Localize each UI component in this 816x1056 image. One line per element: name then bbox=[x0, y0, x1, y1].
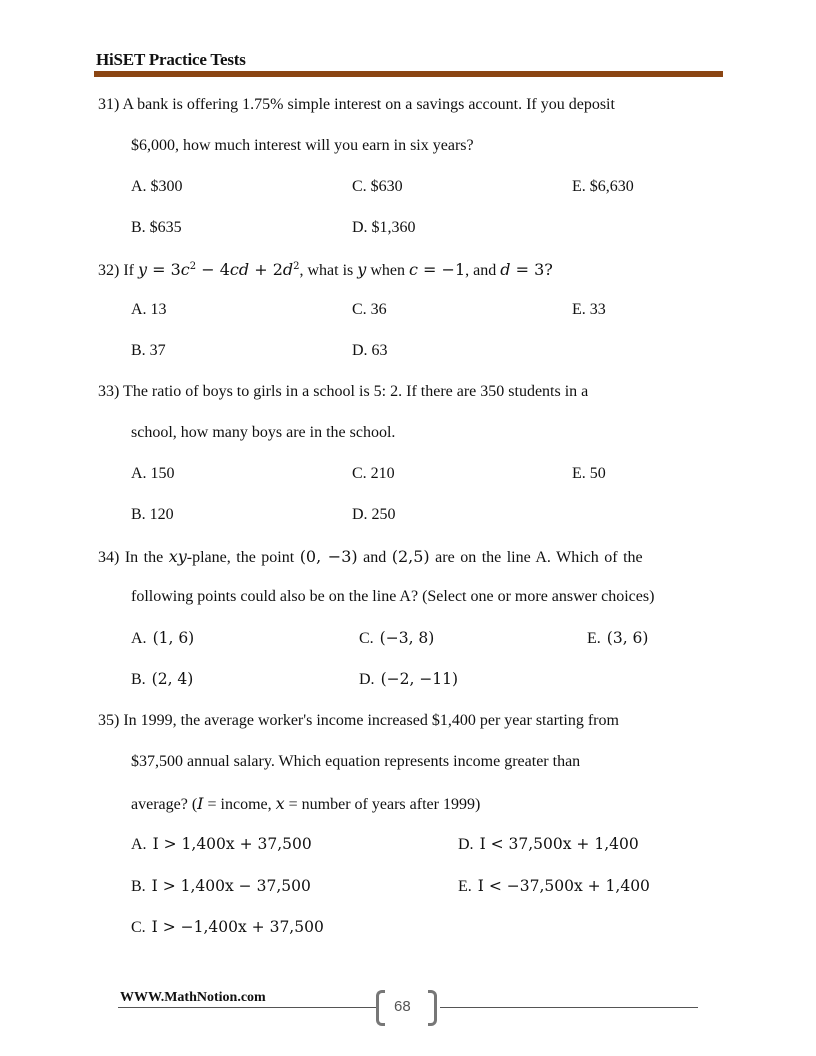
question-35-line2: $37,500 annual salary. Which equation represents income greater than bbox=[131, 753, 581, 770]
q32-option-d[interactable]: D. 63 bbox=[352, 342, 388, 359]
q35-option-e[interactable]: E. I < −37,500x + 1,400 bbox=[458, 877, 650, 895]
question-31-line2: $6,000, how much interest will you earn in six years? bbox=[131, 137, 474, 154]
q34-option-b[interactable]: B. (2, 4) bbox=[131, 670, 194, 688]
q32-equation: $y = 3c^2 - 4cd + 2d^2$ bbox=[137, 260, 300, 279]
q34-option-c[interactable]: C. (−3, 8) bbox=[359, 629, 435, 647]
page-number-right-bracket bbox=[428, 990, 437, 1026]
page-number: 68 bbox=[394, 998, 411, 1015]
q33-option-b[interactable]: B. 120 bbox=[131, 506, 174, 523]
q34-option-e[interactable]: E. (3, 6) bbox=[587, 629, 649, 647]
q32-option-e[interactable]: E. 33 bbox=[572, 301, 606, 318]
q32-option-a[interactable]: A. 13 bbox=[131, 301, 167, 318]
q31-option-e[interactable]: E. $6,630 bbox=[572, 178, 634, 195]
q32-option-c[interactable]: C. 36 bbox=[352, 301, 387, 318]
q32-option-b[interactable]: B. 37 bbox=[131, 342, 166, 359]
q31-option-b[interactable]: B. $635 bbox=[131, 219, 182, 236]
page-header-title: HiSET Practice Tests bbox=[96, 50, 246, 69]
q35-option-c[interactable]: C. I > −1,400x + 37,500 bbox=[131, 918, 324, 936]
question-34-line1: 34) In the xy-plane, the point (0, −3) and (2,5) are on the line A. Which of the bbox=[98, 547, 643, 566]
q35-option-d[interactable]: D. I < 37,500x + 1,400 bbox=[458, 835, 639, 853]
question-35-line1: 35) In 1999, the average worker's income increased $1,400 per year starting from bbox=[98, 712, 619, 729]
header-rule bbox=[94, 71, 723, 77]
footer-url: WWW.MathNotion.com bbox=[120, 990, 266, 1005]
question-33-line2: school, how many boys are in the school. bbox=[131, 424, 396, 441]
footer-rule-right bbox=[440, 1007, 698, 1008]
footer-rule-left bbox=[118, 1007, 376, 1008]
question-35-line3: average? (I = income, x = number of years after 1999) bbox=[131, 794, 481, 813]
q35-option-b[interactable]: B. I > 1,400x − 37,500 bbox=[131, 877, 311, 895]
q31-option-c[interactable]: C. $630 bbox=[352, 178, 403, 195]
q31-option-a[interactable]: A. $300 bbox=[131, 178, 183, 195]
question-33-line1: 33) The ratio of boys to girls in a school is 5: 2. If there are 350 students in a bbox=[98, 383, 589, 400]
q34-option-d[interactable]: D. (−2, −11) bbox=[359, 670, 459, 688]
question-31-line1: 31) A bank is offering 1.75% simple interest on a savings account. If you deposit bbox=[98, 96, 615, 113]
question-32-line1: 32) If $y = 3c^2 - 4cd + 2d^2$, what is y when c = −1, and d = 3? bbox=[98, 260, 553, 279]
q34-option-a[interactable]: A. (1, 6) bbox=[131, 629, 195, 647]
q32-prefix: 32) If bbox=[98, 262, 134, 279]
q33-option-d[interactable]: D. 250 bbox=[352, 506, 396, 523]
q33-option-a[interactable]: A. 150 bbox=[131, 465, 175, 482]
q35-option-a[interactable]: A. I > 1,400x + 37,500 bbox=[131, 835, 312, 853]
q31-option-d[interactable]: D. $1,360 bbox=[352, 219, 416, 236]
question-34-line2: following points could also be on the line A? (Select one or more answer choices) bbox=[131, 588, 655, 605]
q33-option-c[interactable]: C. 210 bbox=[352, 465, 395, 482]
q33-option-e[interactable]: E. 50 bbox=[572, 465, 606, 482]
page-number-left-bracket bbox=[376, 990, 385, 1026]
